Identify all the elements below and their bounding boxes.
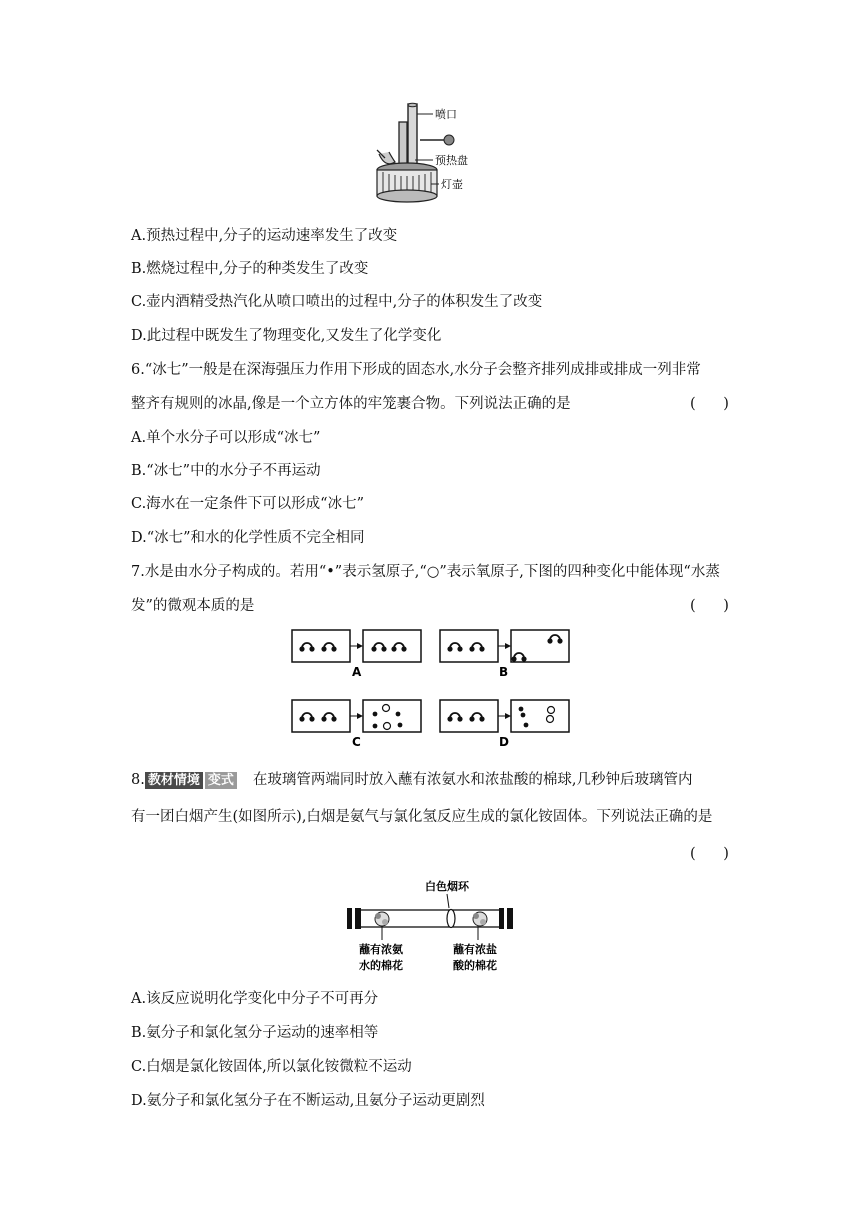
q5-option-d: D.此过程中既发生了物理变化,又发生了化学变化 [131, 328, 442, 344]
q8-stem-line1-text: 在玻璃管两端同时放入蘸有浓氨水和浓盐酸的棉球,几秒钟后玻璃管内 [252, 772, 693, 788]
q8-stem-line2: 有一团白烟产生(如图所示),白烟是氨气与氯化氢反应生成的氯化铵固体。下列说法正确的是 [131, 809, 713, 825]
label-ammonia-cotton-2: 水的棉花 [359, 959, 403, 972]
q8-option-b: B.氨分子和氯化氢分子运动的速率相等 [131, 1025, 379, 1041]
label-white-smoke-ring: 白色烟环 [425, 880, 469, 893]
q8-option-c: C.白烟是氯化铵固体,所以氯化铵微粒不运动 [131, 1059, 412, 1075]
label-preheat-dish: 预热盘 [435, 154, 468, 167]
q7-stem-line2: 发”的微观本质的是 [131, 598, 255, 614]
option-label-d: D [499, 735, 509, 749]
q7-stem-line1: 7.水是由水分子构成的。若用“•”表示氢原子,“○”表示氧原子,下图的四种变化中能体现“水蒸 [131, 564, 720, 580]
option-label-a: A [352, 665, 362, 679]
q8-answer-blank: ( ) [690, 846, 729, 862]
q6-stem-line1: 6.“冰七”一般是在深海强压力作用下形成的固态水,水分子会整齐排列成排或排成一列非常 [131, 362, 701, 378]
q5-option-c: C.壶内酒精受热汽化从喷口喷出的过程中,分子的体积发生了改变 [131, 294, 543, 310]
label-nozzle: 喷口 [435, 108, 457, 121]
cotton-ball-right [473, 912, 487, 926]
q8-option-a: A.该反应说明化学变化中分子不可再分 [131, 991, 379, 1007]
q8-tag-textbook: 教材情境 [145, 772, 203, 789]
glass-tube-figure [345, 876, 515, 976]
label-hcl-cotton-1: 蘸有浓盐 [453, 943, 497, 956]
q6-stem-line2: 整齐有规则的冰晶,像是一个立方体的牢笼裹合物。下列说法正确的是 [131, 396, 571, 412]
q8-option-d: D.氨分子和氯化氢分子在不断运动,且氨分子运动更剧烈 [131, 1093, 485, 1109]
label-ammonia-cotton-1: 蘸有浓氨 [359, 943, 403, 956]
q8-tag-variant: 变式 [205, 772, 237, 789]
alcohol-lamp-figure [365, 102, 495, 210]
q8-number: 8. [131, 772, 145, 788]
q6-option-b: B.“冰七”中的水分子不再运动 [131, 463, 321, 479]
q6-option-c: C.海水在一定条件下可以形成“冰七” [131, 496, 365, 512]
q6-option-d: D.“冰七”和水的化学性质不完全相同 [131, 530, 365, 546]
cotton-ball-left [375, 912, 389, 926]
q5-option-b: B.燃烧过程中,分子的种类发生了改变 [131, 261, 369, 277]
q7-answer-blank: ( ) [690, 598, 729, 614]
q8-stem-line1 [131, 770, 692, 790]
option-label-b: B [499, 665, 509, 679]
label-hcl-cotton-2: 酸的棉花 [453, 959, 497, 972]
option-label-c: C [352, 735, 361, 749]
molecule-change-figure [290, 628, 574, 752]
q6-answer-blank: ( ) [690, 396, 729, 412]
q6-option-a: A.单个水分子可以形成“冰七” [131, 430, 321, 446]
smoke-ring [447, 910, 455, 928]
label-lamp-pot: 灯壶 [441, 178, 463, 191]
q5-option-a: A.预热过程中,分子的运动速率发生了改变 [131, 228, 398, 244]
